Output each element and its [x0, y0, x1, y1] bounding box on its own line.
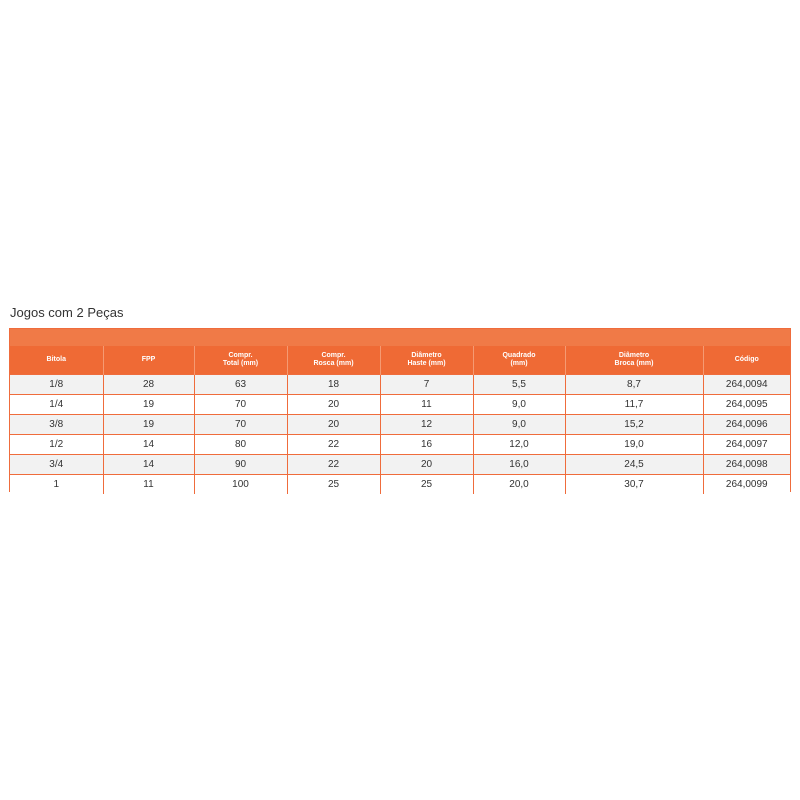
cell-diametro-broca: 8,7 [565, 375, 703, 395]
cell-quadrado: 20,0 [473, 475, 565, 495]
cell-diametro-haste: 7 [380, 375, 473, 395]
cell-codigo: 264,0097 [703, 435, 790, 455]
cell-diametro-haste: 11 [380, 395, 473, 415]
cell-fpp: 19 [103, 415, 194, 435]
spec-table-container [9, 328, 791, 492]
table-top-bar [10, 329, 790, 346]
cell-codigo: 264,0098 [703, 455, 790, 475]
header-compr-total: Compr. Total (mm) [194, 346, 287, 375]
cell-compr-rosca: 25 [287, 475, 380, 495]
cell-quadrado: 12,0 [473, 435, 565, 455]
spec-table [10, 346, 790, 494]
cell-quadrado: 9,0 [473, 415, 565, 435]
cell-codigo: 264,0095 [703, 395, 790, 415]
cell-bitola: 1 [10, 475, 103, 495]
cell-compr-rosca: 22 [287, 435, 380, 455]
cell-compr-rosca: 22 [287, 455, 380, 475]
cell-fpp: 19 [103, 395, 194, 415]
cell-fpp: 14 [103, 435, 194, 455]
cell-bitola: 3/4 [10, 455, 103, 475]
cell-diametro-haste: 20 [380, 455, 473, 475]
cell-compr-rosca: 18 [287, 375, 380, 395]
table-body [10, 375, 790, 495]
cell-diametro-broca: 11,7 [565, 395, 703, 415]
table-row [10, 455, 790, 475]
table-row [10, 395, 790, 415]
cell-diametro-haste: 12 [380, 415, 473, 435]
header-codigo: Código [703, 346, 790, 375]
cell-diametro-broca: 30,7 [565, 475, 703, 495]
cell-fpp: 11 [103, 475, 194, 495]
table-row [10, 435, 790, 455]
cell-codigo: 264,0096 [703, 415, 790, 435]
header-diametro-haste: Diâmetro Haste (mm) [380, 346, 473, 375]
cell-codigo: 264,0094 [703, 375, 790, 395]
table-row [10, 415, 790, 435]
header-compr-rosca: Compr. Rosca (mm) [287, 346, 380, 375]
table-row [10, 475, 790, 495]
cell-fpp: 14 [103, 455, 194, 475]
cell-compr-rosca: 20 [287, 415, 380, 435]
table-header-row [10, 346, 790, 375]
cell-compr-rosca: 20 [287, 395, 380, 415]
cell-compr-total: 100 [194, 475, 287, 495]
cell-quadrado: 5,5 [473, 375, 565, 395]
cell-compr-total: 90 [194, 455, 287, 475]
header-fpp: FPP [103, 346, 194, 375]
cell-diametro-broca: 24,5 [565, 455, 703, 475]
section-title: Jogos com 2 Peças [10, 305, 124, 320]
header-bitola: Bitola [10, 346, 103, 375]
cell-diametro-broca: 19,0 [565, 435, 703, 455]
cell-codigo: 264,0099 [703, 475, 790, 495]
header-quadrado: Quadrado (mm) [473, 346, 565, 375]
table-row [10, 375, 790, 395]
cell-quadrado: 16,0 [473, 455, 565, 475]
cell-diametro-broca: 15,2 [565, 415, 703, 435]
cell-fpp: 28 [103, 375, 194, 395]
cell-diametro-haste: 16 [380, 435, 473, 455]
cell-bitola: 1/2 [10, 435, 103, 455]
cell-bitola: 1/8 [10, 375, 103, 395]
cell-quadrado: 9,0 [473, 395, 565, 415]
cell-compr-total: 70 [194, 395, 287, 415]
cell-compr-total: 63 [194, 375, 287, 395]
cell-compr-total: 80 [194, 435, 287, 455]
cell-bitola: 3/8 [10, 415, 103, 435]
cell-bitola: 1/4 [10, 395, 103, 415]
cell-compr-total: 70 [194, 415, 287, 435]
header-diametro-broca: Diâmetro Broca (mm) [565, 346, 703, 375]
cell-diametro-haste: 25 [380, 475, 473, 495]
